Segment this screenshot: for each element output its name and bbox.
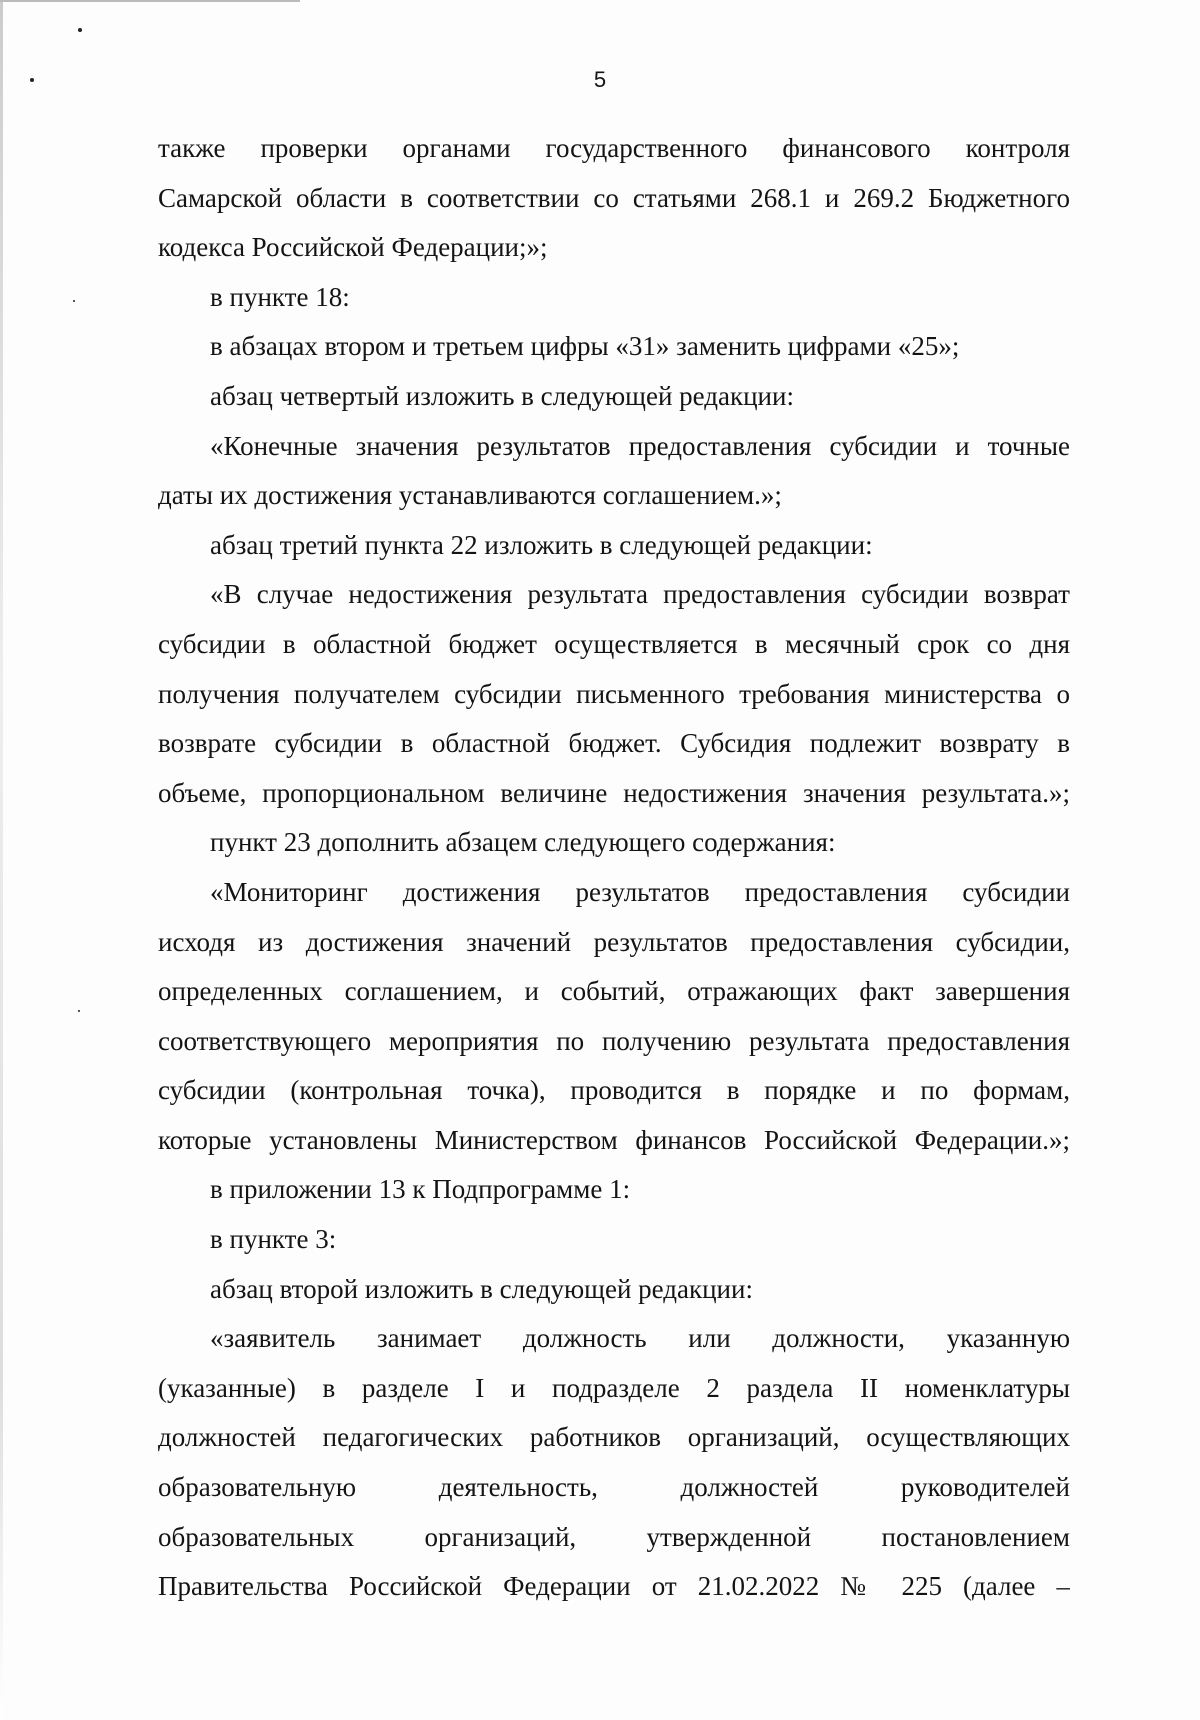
text-line: абзац четвертый изложить в следующей редакции: [210, 380, 794, 411]
page-number: 5 [593, 67, 607, 92]
scan-speck [78, 28, 82, 32]
text-line: также проверки органами государственного финансового контроля [158, 133, 1070, 163]
text-line: соответствующего мероприятия по получению результата предоставления [158, 1025, 1070, 1056]
text-line: субсидии в областной бюджет осуществляется в месячный срок со дня [158, 628, 1070, 659]
text-line: даты их достижения устанавливаются соглашением.»; [158, 480, 782, 511]
text-line: в пункте 18: [210, 281, 350, 312]
text-line: получения получателем субсидии письменного требования министерства о [158, 678, 1070, 709]
text-line: (указанные) в разделе I и подразделе 2 раздела II номенклатуры [158, 1372, 1070, 1403]
text-line: абзац второй изложить в следующей редакции: [210, 1273, 753, 1304]
text-line: «В случае недостижения результата предоставления субсидии возврат [210, 579, 1070, 610]
text-line: субсидии (контрольная точка), проводится в порядке и по формам, [158, 1075, 1070, 1106]
document-body [158, 124, 1070, 1612]
scan-speck [78, 1010, 80, 1012]
text-line: пункт 23 дополнить абзацем следующего содержания: [210, 827, 836, 858]
scan-top-edge [0, 0, 300, 2]
text-line: Самарской области в соответствии со статьями 268.1 и 269.2 Бюджетного [158, 182, 1070, 213]
text-line: в приложении 13 к Подпрограмме 1: [210, 1174, 631, 1205]
text-line: в абзацах втором и третьем цифры «31» заменить цифрами «25»; [210, 331, 960, 362]
text-line: должностей педагогических работников организаций, осуществляющих [158, 1422, 1070, 1453]
text-line: определенных соглашением, и событий, отражающих факт завершения [158, 976, 1070, 1007]
text-line: «заявитель занимает должность или должности, указанную [210, 1323, 1070, 1354]
scan-left-edge [0, 0, 3, 1720]
text-line: кодекса Российской Федерации;»; [158, 232, 548, 263]
text-line: «Конечные значения результатов предоставления субсидии и точные [210, 430, 1070, 461]
text-line: объеме, пропорциональном величине недостижения значения результата.»; [158, 777, 1070, 808]
text-line: образовательную деятельность, должностей руководителей [158, 1472, 1070, 1503]
text-line: исходя из достижения значений результатов предоставления субсидии, [158, 926, 1070, 957]
text-line: «Мониторинг достижения результатов предоставления субсидии [210, 876, 1070, 907]
text-line: образовательных организаций, утвержденной постановлением [158, 1521, 1070, 1552]
scan-speck [73, 300, 75, 302]
text-line: Правительства Российской Федерации от 21.02.2022 № 225 (далее – [158, 1571, 1070, 1602]
text-line: в пункте 3: [210, 1224, 337, 1255]
text-line: абзац третий пункта 22 изложить в следующей редакции: [210, 529, 873, 560]
text-line: возврате субсидии в областной бюджет. Субсидия подлежит возврату в [158, 728, 1070, 759]
text-line: которые установлены Министерством финансов Российской Федерации.»; [158, 1124, 1070, 1155]
